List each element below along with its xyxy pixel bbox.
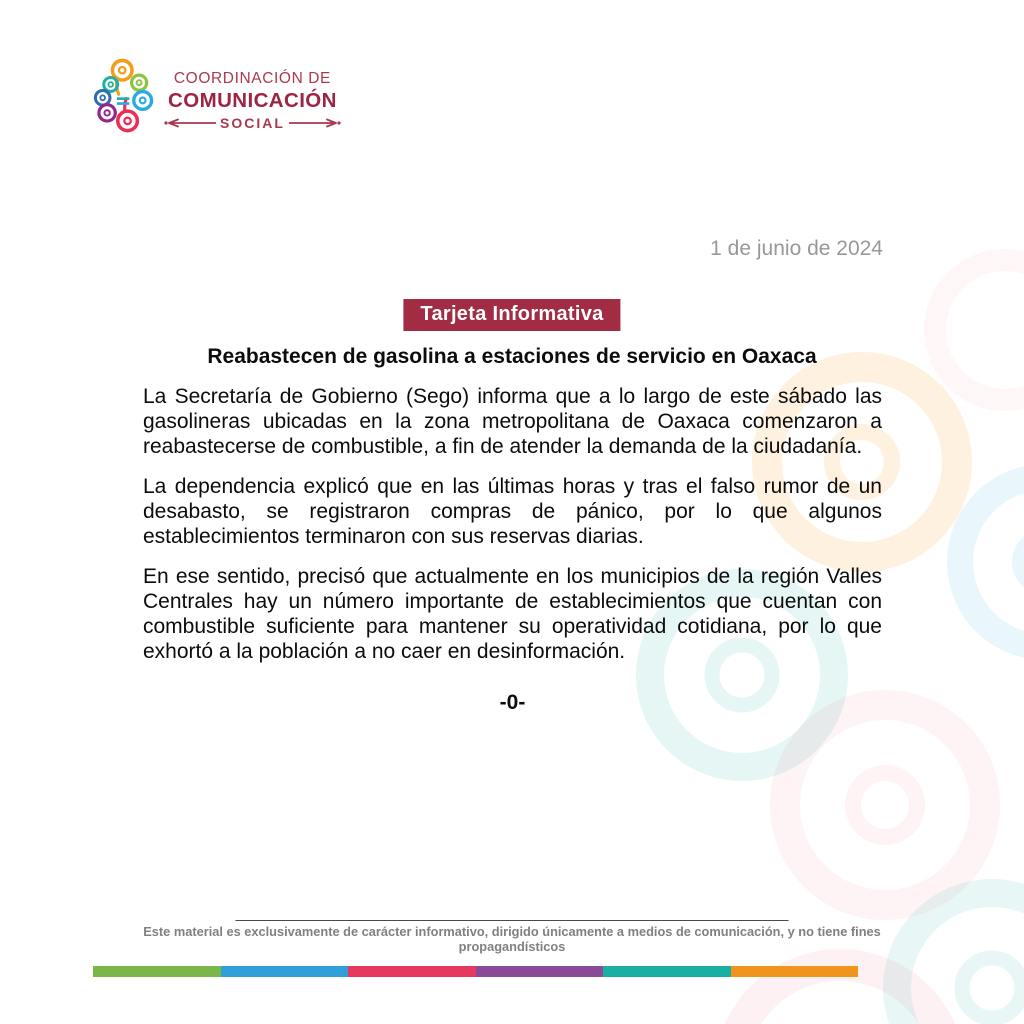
footer-color-bar	[93, 966, 858, 977]
arrow-left-icon	[164, 118, 216, 128]
document-date: 1 de junio de 2024	[710, 237, 883, 260]
article-title: Reabastecen de gasolina a estaciones de servicio en Oaxaca	[207, 345, 817, 368]
logo-line-social	[164, 115, 341, 131]
end-of-release-mark: -0-	[499, 691, 526, 714]
logo-line-coordinacion: COORDINACIÓN DE	[173, 70, 331, 87]
comunicacion-social-pinwheel-icon	[92, 56, 156, 136]
logo-social-label: SOCIAL	[220, 115, 285, 131]
color-bar-segment-green	[93, 966, 221, 977]
logo-wordmark	[164, 70, 341, 131]
logo-line-comunicacion: COMUNICACIÓN	[168, 89, 337, 112]
tarjeta-informativa-banner: Tarjeta Informativa	[403, 299, 620, 331]
article-body	[143, 384, 882, 715]
color-bar-segment-blue	[221, 966, 349, 977]
footer-divider-line	[236, 920, 789, 921]
color-bar-segment-purple	[476, 966, 604, 977]
color-bar-segment-pink	[348, 966, 476, 977]
footer-disclaimer: Este material es exclusivamente de carácter informativo, dirigido únicamente a medios de comunicación, y no tiene fines propagandísticos	[143, 924, 881, 954]
paragraph-1: La Secretaría de Gobierno (Sego) informa que a lo largo de este sábado las gasolineras ubicadas en la zona metropolitana de Oaxaca comenzaron a reabastecerse de combustible, a fin de atender la demanda de la ciudadanía.	[143, 385, 882, 458]
color-bar-segment-teal	[603, 966, 731, 977]
paragraph-3: En ese sentido, precisó que actualmente en los municipios de la región Valles Centrales hay un número importante de establecimientos que cuentan con combustible suficiente para mantener su operatividad cotidiana, por lo que exhortó a la población a no caer en desinformación.	[143, 565, 882, 663]
color-bar-segment-orange	[731, 966, 859, 977]
paragraph-2: La dependencia explicó que en las últimas horas y tras el falso rumor de un desabasto, se registraron compras de pánico, por lo que algunos establecimientos terminaron con sus reservas diarias.	[143, 475, 882, 548]
arrow-right-icon	[289, 118, 341, 128]
header-logo	[92, 56, 341, 136]
